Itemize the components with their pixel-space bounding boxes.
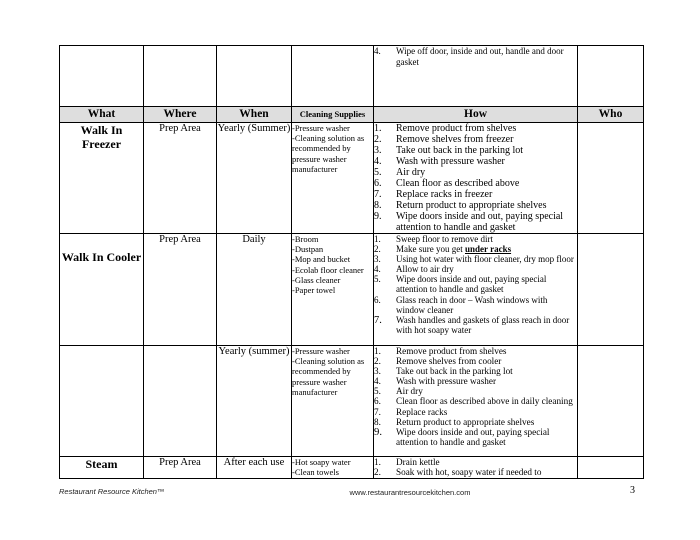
cell-where: Prep Area xyxy=(144,234,217,346)
how-step-number: 5. xyxy=(374,167,382,178)
how-step-number: 7. xyxy=(374,189,382,200)
how-step xyxy=(374,123,577,134)
how-step xyxy=(374,457,577,467)
how-step xyxy=(374,254,577,264)
how-step-text: Wash handles and gaskets of glass reach in door with hot soapy water xyxy=(396,314,570,335)
how-step-text: Drain kettle xyxy=(396,457,440,467)
how-step-number: 3. xyxy=(374,145,382,156)
how-step-number: 6. xyxy=(374,294,381,305)
how-step-text: Return product to appropriate shelves xyxy=(396,416,535,427)
how-step xyxy=(374,386,577,396)
cell-how xyxy=(374,46,578,107)
how-step-number: 2. xyxy=(374,356,381,367)
column-header-where: Where xyxy=(144,107,217,123)
cell-how xyxy=(374,457,578,479)
supply-item: -Pressure washer xyxy=(292,123,350,133)
how-step-text: Take out back in the parking lot xyxy=(396,145,524,156)
how-step-number: 7. xyxy=(374,314,382,326)
how-step-text: Replace racks xyxy=(396,406,448,417)
how-step-number: 1. xyxy=(374,457,381,467)
cell-when: Daily xyxy=(217,234,292,346)
how-step-text: Allow to air dry xyxy=(396,264,454,275)
cell-cleaning-supplies xyxy=(292,123,374,234)
how-step-number: 5. xyxy=(374,274,381,285)
supply-item: -Glass cleaner xyxy=(292,274,341,285)
cell-who xyxy=(578,46,644,107)
how-step-text: Air dry xyxy=(396,386,423,397)
table-row-walk-in-freezer xyxy=(60,123,644,234)
column-header-how: How xyxy=(374,107,578,123)
cell-what xyxy=(60,46,144,107)
cleaning-schedule-table xyxy=(59,45,644,479)
supply-item: -Clean towels xyxy=(292,467,339,478)
how-step-text: Take out back in the parking lot xyxy=(396,366,513,377)
how-step-text: Remove shelves from cooler xyxy=(396,356,502,367)
how-step-text: Clean floor as described above xyxy=(396,178,520,189)
how-step-number: 4. xyxy=(374,156,382,167)
how-step-number: 1. xyxy=(374,123,382,134)
table-row-walk-in-cooler-yearly xyxy=(60,346,644,457)
cell-who xyxy=(578,457,644,479)
table-row-steam xyxy=(60,457,644,479)
cell-where: Prep Area xyxy=(144,123,217,234)
cell-cleaning-supplies xyxy=(292,46,374,107)
how-step-text: Wipe doors inside and out, paying special attention to handle and gasket xyxy=(396,426,550,447)
how-step-number: 8. xyxy=(374,200,382,211)
supply-item: -Broom xyxy=(292,234,319,244)
footer-brand: Restaurant Resource Kitchen™ xyxy=(59,487,165,496)
how-step-number: 9. xyxy=(374,425,382,438)
how-step-text: Wash with pressure washer xyxy=(396,156,505,167)
how-step-text: Wash with pressure washer xyxy=(396,376,497,387)
how-step xyxy=(374,145,577,156)
how-step-text: Remove product from shelves xyxy=(396,123,517,134)
page-number: 3 xyxy=(630,485,635,496)
supply-item: -Cleaning solution as recommended by pressure washer manufacturer xyxy=(292,133,365,174)
supply-item: -Hot soapy water xyxy=(292,457,351,467)
table-body xyxy=(60,46,644,479)
cell-what: Steam xyxy=(60,457,144,479)
supply-item: -Paper towel xyxy=(292,285,336,296)
how-step xyxy=(374,376,577,386)
column-header-cleaning-supplies: Cleaning Supplies xyxy=(292,107,374,123)
supply-item: -Ecolab floor cleaner xyxy=(292,264,364,275)
how-step-number: 7. xyxy=(374,406,381,417)
how-step xyxy=(374,211,577,233)
how-step-text: Clean floor as described above in daily cleaning xyxy=(396,396,573,407)
cell-where: Prep Area xyxy=(144,457,217,479)
how-step xyxy=(374,356,577,366)
how-step xyxy=(374,407,577,417)
how-step-text: Return product to appropriate shelves xyxy=(396,200,547,211)
column-header-what: What xyxy=(60,107,144,123)
how-step xyxy=(374,200,577,211)
cell-when: Yearly (summer) xyxy=(217,346,292,457)
how-step-text: Air dry xyxy=(396,167,426,178)
supply-item: -Cleaning solution as recommended by pressure washer manufacturer xyxy=(292,356,365,397)
how-step xyxy=(374,396,577,406)
how-step xyxy=(374,167,577,178)
cell-where xyxy=(144,346,217,457)
cell-who xyxy=(578,234,644,346)
how-step xyxy=(374,178,577,189)
cell-cleaning-supplies xyxy=(292,346,374,457)
how-step-number: 4. xyxy=(374,46,381,56)
cell-who xyxy=(578,123,644,234)
cell-what: Walk In Cooler xyxy=(60,234,144,346)
cell-how xyxy=(374,123,578,234)
how-step xyxy=(374,134,577,145)
column-header-who: Who xyxy=(578,107,644,123)
how-step-number: 9. xyxy=(374,211,382,222)
cell-cleaning-supplies xyxy=(292,457,374,479)
how-step-text: Remove product from shelves xyxy=(396,346,507,356)
column-header-when: When xyxy=(217,107,292,123)
how-step xyxy=(374,46,577,68)
cell-when: Yearly (Summer) xyxy=(217,123,292,234)
how-step-text: Wipe off door, inside and out, handle and door gasket xyxy=(396,46,564,67)
how-step xyxy=(374,244,577,254)
cell-how xyxy=(374,234,578,346)
cell-when: After each use xyxy=(217,457,292,479)
how-step-text: Wipe doors inside and out, paying special attention to handle and gasket xyxy=(396,274,547,295)
cell-when xyxy=(217,46,292,107)
how-step-text: Wipe doors inside and out, paying special attention to handle and gasket xyxy=(396,211,564,233)
how-step xyxy=(374,234,577,244)
footer-website: www.restaurantresourcekitchen.com xyxy=(349,488,471,497)
table-header-row xyxy=(60,107,644,123)
how-step xyxy=(374,417,577,427)
how-step-number: 1. xyxy=(374,234,381,244)
how-step xyxy=(374,295,577,315)
how-step xyxy=(374,427,577,447)
how-step-text: Soak with hot, soapy water if needed to xyxy=(396,467,542,478)
cell-who xyxy=(578,346,644,457)
how-step-number: 4. xyxy=(374,264,381,275)
supply-item: -Mop and bucket xyxy=(292,254,351,265)
how-step-text: Glass reach in door – Wash windows with window cleaner xyxy=(396,294,548,315)
how-step-number: 2. xyxy=(374,467,381,478)
how-step xyxy=(374,315,577,335)
how-step-number: 3. xyxy=(374,366,381,377)
how-step-number: 4. xyxy=(374,376,381,387)
cell-what: Walk In Freezer xyxy=(60,123,144,234)
cell-what xyxy=(60,346,144,457)
how-step xyxy=(374,156,577,167)
how-step-emphasis: under racks xyxy=(464,244,512,255)
how-step-number: 8. xyxy=(374,416,381,427)
how-step-text: Using hot water with floor cleaner, dry mop floor xyxy=(396,254,574,265)
how-step-text: Sweep floor to remove dirt xyxy=(396,234,493,244)
supply-item: -Dustpan xyxy=(292,244,324,255)
how-step xyxy=(374,264,577,274)
table-row-continued xyxy=(60,46,644,107)
cell-cleaning-supplies xyxy=(292,234,374,346)
table-row-walk-in-cooler xyxy=(60,234,644,346)
how-step-text: Make sure you get under racks xyxy=(396,244,512,255)
how-step-text: Replace racks in freezer xyxy=(396,189,493,200)
how-step-number: 2. xyxy=(374,134,382,145)
how-step-number: 1. xyxy=(374,346,381,356)
how-step-number: 2. xyxy=(374,244,381,255)
cell-how xyxy=(374,346,578,457)
how-step xyxy=(374,346,577,356)
supply-item: -Pressure washer xyxy=(292,346,350,356)
how-step-number: 3. xyxy=(374,254,381,265)
how-step-number: 5. xyxy=(374,386,381,397)
how-step xyxy=(374,274,577,294)
how-step xyxy=(374,467,577,477)
how-step xyxy=(374,366,577,376)
cell-where xyxy=(144,46,217,107)
how-step-number: 6. xyxy=(374,396,381,407)
how-step-number: 6. xyxy=(374,178,382,189)
how-step-text: Remove shelves from freezer xyxy=(396,134,514,145)
how-step xyxy=(374,189,577,200)
